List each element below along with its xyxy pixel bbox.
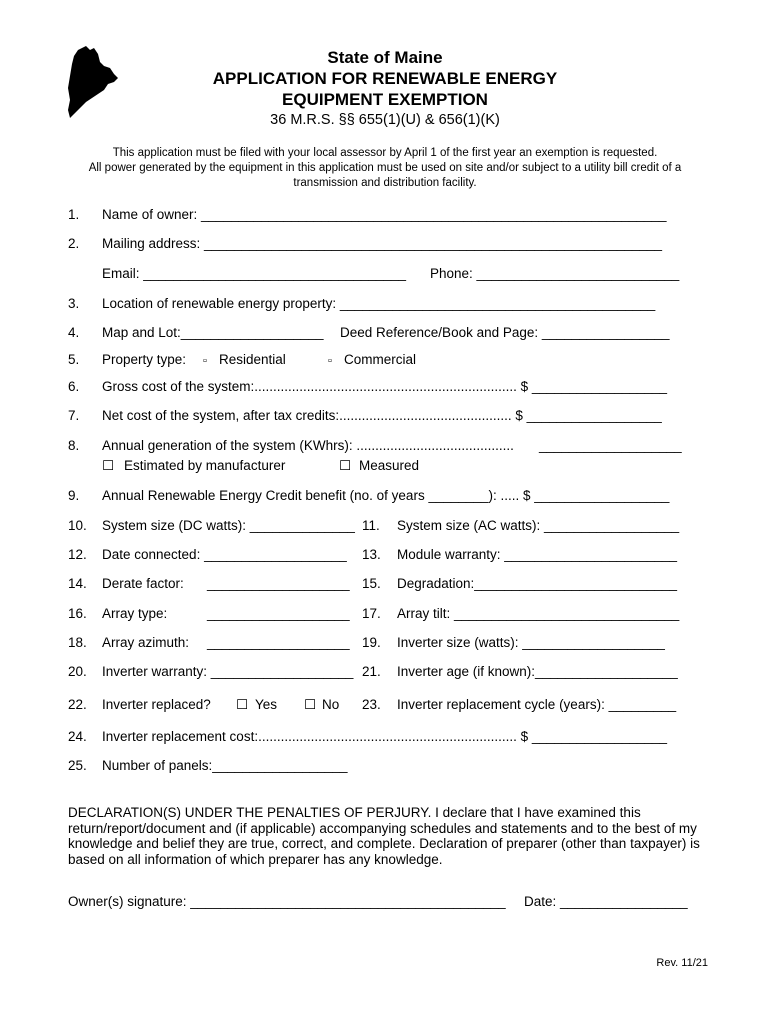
item-number: 22. (68, 697, 87, 712)
item-number: 21. (362, 664, 381, 679)
annual-generation-field[interactable]: ___________________ (539, 438, 682, 453)
item-number: 3. (68, 296, 80, 311)
item-number: 18. (68, 635, 87, 650)
item-number: 13. (362, 547, 381, 562)
replacement-cycle-field[interactable]: Inverter replacement cycle (years): _________ (397, 697, 677, 712)
yes-checkbox[interactable]: ☐ (236, 697, 249, 712)
derate-field[interactable]: ___________________ (207, 576, 350, 591)
item-number: 1. (68, 207, 80, 222)
residential-label: Residential (219, 352, 286, 367)
inverter-age-field[interactable]: Inverter age (if known):___________________ (397, 664, 678, 679)
item-number: 15. (362, 576, 381, 591)
form-title-line2: APPLICATION FOR RENEWABLE ENERGY (212, 69, 558, 88)
commercial-checkbox[interactable]: ▫ (328, 355, 332, 367)
signature-date-field[interactable]: Date: _________________ (524, 894, 688, 909)
array-type-field[interactable]: ___________________ (207, 606, 350, 621)
inverter-size-field[interactable]: Inverter size (watts): ___________________ (397, 635, 665, 650)
item-number: 25. (68, 758, 87, 773)
form-title-line1: State of Maine (327, 48, 443, 67)
estimated-label: Estimated by manufacturer (124, 458, 286, 473)
measured-checkbox[interactable]: ☐ (339, 458, 352, 473)
item-number: 12. (68, 547, 87, 562)
intro-paragraph-2: All power generated by the equipment in this application must be used on site and/or subject to a utility bill credit of a transmission and distribution facility. (88, 162, 682, 189)
estimated-checkbox[interactable]: ☐ (102, 458, 115, 473)
yes-label: Yes (255, 697, 278, 712)
no-checkbox[interactable]: ☐ (304, 697, 317, 712)
item-number: 24. (68, 729, 87, 744)
form-title-line3: EQUIPMENT EXEMPTION (282, 90, 488, 109)
item-number: 16. (68, 606, 87, 621)
derate-label: Derate factor: (102, 576, 184, 591)
gross-cost-field[interactable]: Gross cost of the system:...................................................................... $ __________________ (102, 379, 668, 394)
declaration-text: DECLARATION(S) UNDER THE PENALTIES OF PERJURY. I declare that I have examined this return/report/document and (if applicable) accompanying schedules and statements and to the best of my knowledge and belief they are true, correct, and complete. Declaration of preparer (other than taxpayer) is based on all information of which preparer has any knowledge. (68, 805, 700, 867)
revision-label: Rev. 11/21 (656, 957, 708, 969)
module-warranty-field[interactable]: Module warranty: _______________________ (397, 547, 677, 562)
item-number: 10. (68, 518, 87, 533)
net-cost-field[interactable]: Net cost of the system, after tax credits:.............................................. $ __________________ (102, 408, 662, 423)
item-number: 7. (68, 408, 80, 423)
inverter-replaced-label: Inverter replaced? (102, 697, 211, 712)
date-connected-field[interactable]: Date connected: ___________________ (102, 547, 347, 562)
property-type-label: Property type: (102, 352, 187, 367)
measured-label: Measured (359, 458, 420, 473)
property-location-field[interactable]: Location of renewable energy property: __________________________________________ (102, 296, 656, 311)
degradation-field[interactable]: Degradation:___________________________ (397, 576, 678, 591)
array-type-label: Array type: (102, 606, 168, 621)
item-number: 5. (68, 352, 80, 367)
item-number: 23. (362, 697, 381, 712)
inverter-warranty-field[interactable]: Inverter warranty: ___________________ (102, 664, 354, 679)
item-number: 11. (362, 518, 380, 533)
item-number: 19. (362, 635, 381, 650)
item-number: 14. (68, 576, 87, 591)
item-number: 8. (68, 438, 80, 453)
array-azimuth-field[interactable]: ___________________ (207, 635, 350, 650)
item-number: 2. (68, 236, 80, 251)
item-number: 4. (68, 325, 80, 340)
commercial-label: Commercial (344, 352, 417, 367)
residential-checkbox[interactable]: ▫ (203, 355, 207, 367)
array-tilt-field[interactable]: Array tilt: ______________________________ (397, 606, 680, 621)
no-label: No (322, 697, 340, 712)
number-of-panels-field[interactable]: Number of panels:__________________ (102, 758, 348, 773)
phone-field[interactable]: Phone: ___________________________ (430, 266, 680, 281)
annual-generation-label: Annual generation of the system (KWhrs): .......................................... (102, 438, 514, 453)
rec-benefit-field[interactable]: Annual Renewable Energy Credit benefit (no. of years ________): ..... $ __________________ (102, 488, 670, 503)
email-field[interactable]: Email: ___________________________________ (102, 266, 407, 281)
item-number: 6. (68, 379, 80, 394)
owner-name-field[interactable]: Name of owner: ______________________________________________________________ (102, 207, 667, 222)
item-number: 20. (68, 664, 87, 679)
deed-reference-field[interactable]: Deed Reference/Book and Page: _________________ (340, 325, 670, 340)
replacement-cost-field[interactable]: Inverter replacement cost:..................................................................... $ __________________ (102, 729, 668, 744)
item-number: 9. (68, 488, 80, 503)
statute-citation: 36 M.R.S. §§ 655(1)(U) & 656(1)(K) (270, 112, 500, 128)
intro-paragraph-1: This application must be filed with your local assessor by April 1 of the first year an exemption is requested. (112, 147, 658, 159)
owner-signature-field[interactable]: Owner(s) signature: __________________________________________ (68, 894, 506, 909)
mailing-address-field[interactable]: Mailing address: _____________________________________________________________ (102, 236, 663, 251)
dc-size-field[interactable]: System size (DC watts): ______________ (102, 518, 355, 533)
ac-size-field[interactable]: System size (AC watts): __________________ (397, 518, 680, 533)
item-number: 17. (362, 606, 381, 621)
map-lot-field[interactable]: Map and Lot:___________________ (102, 325, 324, 340)
array-azimuth-label: Array azimuth: (102, 635, 190, 650)
